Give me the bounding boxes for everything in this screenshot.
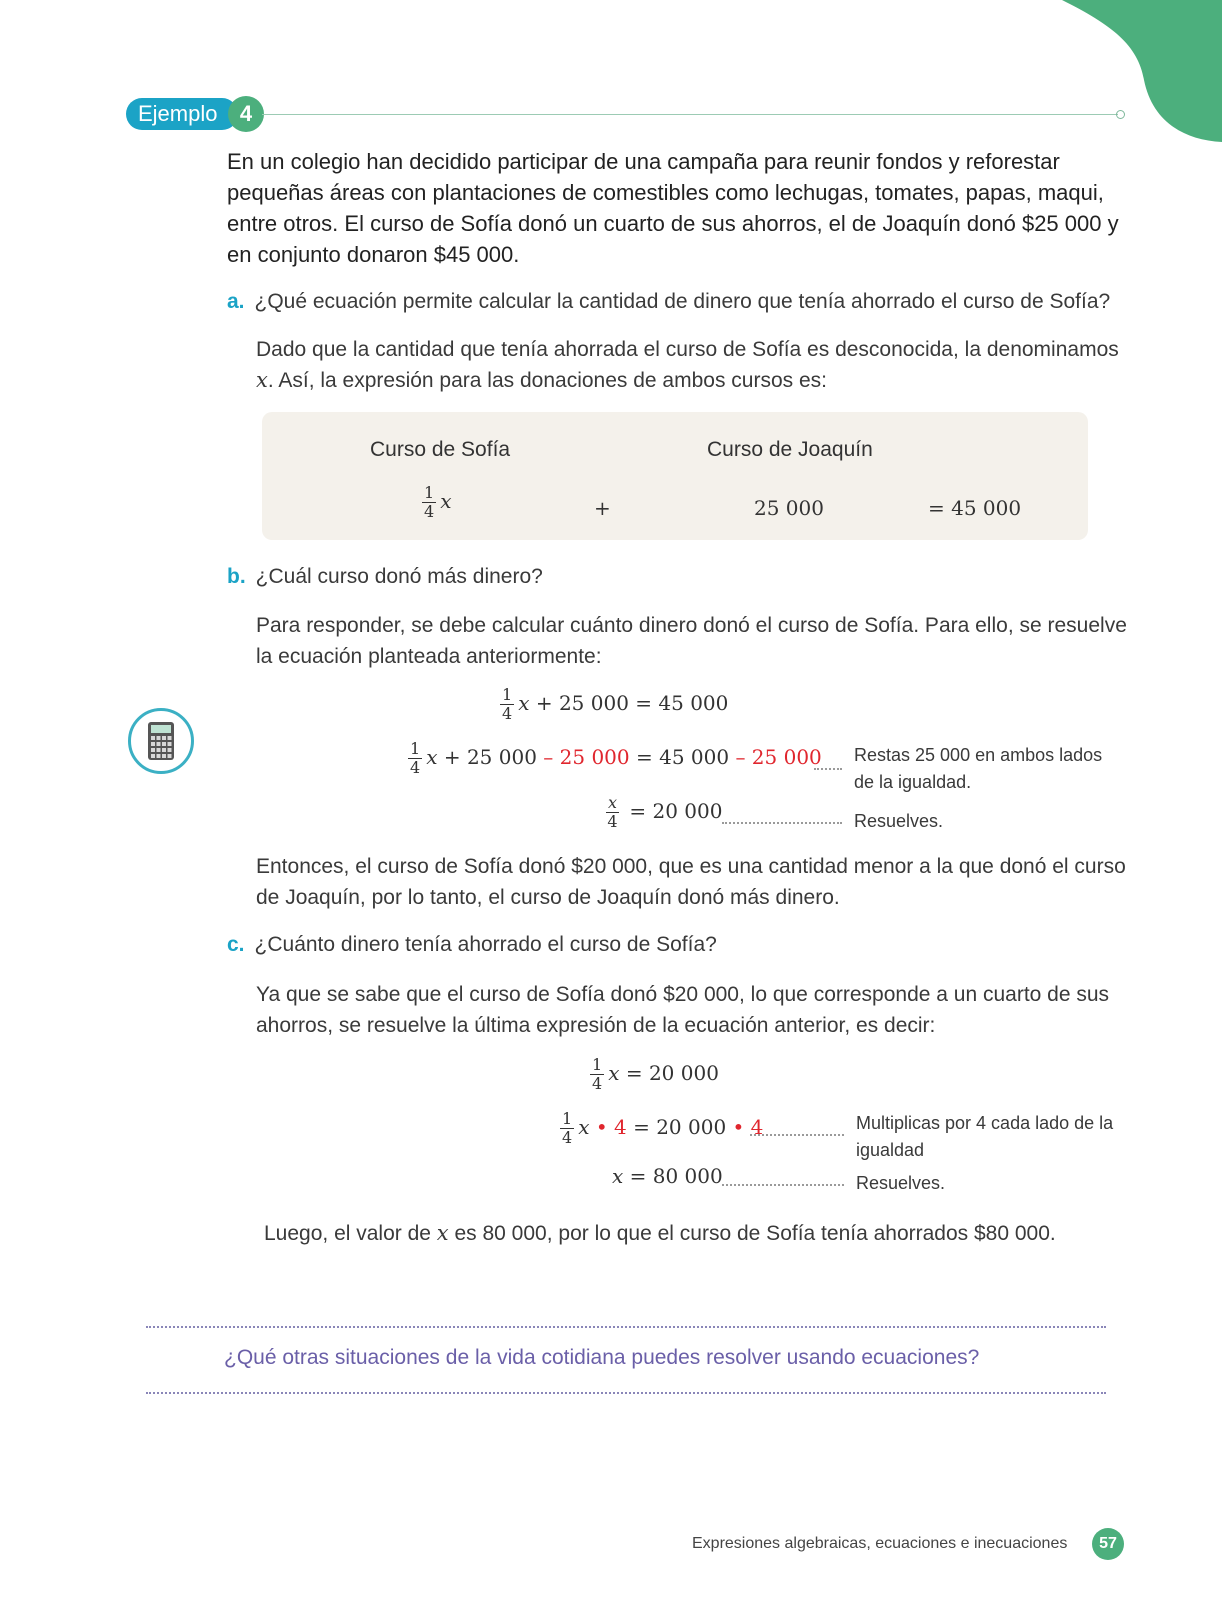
- question-a-letter: a.: [227, 290, 245, 313]
- b-note-2: Resuelves.: [854, 811, 944, 831]
- expression-panel: [262, 412, 1088, 540]
- b-note-1: Restas 25 000 en ambos lados de la igualdad.: [854, 745, 1103, 792]
- b-leader-1: [814, 768, 842, 770]
- panel-plus: +: [594, 496, 611, 520]
- part-c-paragraph: Ya que se sabe que el curso de Sofía donó $20 000, lo que corresponde a un cuarto de sus ahorros, se resuelve la última expresión de la ecuación anterior, es decir:: [256, 983, 1110, 1037]
- part-c-conclusion-var: x: [436, 1221, 449, 1245]
- panel-col-joaquin: Curso de Joaquín: [707, 438, 873, 461]
- question-c-letter: c.: [227, 933, 245, 956]
- panel-result: = 45 000: [928, 496, 1022, 520]
- b-equation-3: $\frac{x}{4}$ = 20 000: [607, 793, 723, 831]
- question-b-letter: b.: [227, 565, 246, 588]
- panel-fraction-term: $\frac{1}{4}$ x: [424, 483, 452, 521]
- part-a-paragraph-1: Dado que la cantidad que tenía ahorrada el curso de Sofía es desconocida, la denominamos: [256, 338, 1119, 361]
- page-number: 57: [1092, 1528, 1124, 1560]
- part-a-paragraph-2: . Así, la expresión para las donaciones de ambos cursos es:: [267, 369, 827, 392]
- panel-fraction: $\frac{1}{4}$: [424, 483, 435, 521]
- panel-col-sofia: Curso de Sofía: [370, 438, 511, 461]
- part-b-paragraph: Para responder, se debe calcular cuánto dinero donó el curso de Sofía. Para ello, se resuelve la ecuación planteada anteriormente:: [256, 614, 1127, 668]
- b-equation-2: $\frac{1}{4}$ x + 25 000 – 25 000 = 45 000 – 25 000: [410, 739, 822, 777]
- c-note-2: Resuelves.: [856, 1173, 946, 1193]
- footer-title: Expresiones algebraicas, ecuaciones e inecuaciones: [692, 1535, 1068, 1552]
- reflection-question: ¿Qué otras situaciones de la vida cotidiana puedes resolver usando ecuaciones?: [224, 1346, 980, 1369]
- part-c-conclusion-1: Luego, el valor de: [264, 1222, 437, 1245]
- part-a-variable: x: [256, 368, 268, 392]
- example-badge-label: Ejemplo: [138, 101, 218, 126]
- header-rule-end: [1116, 110, 1125, 119]
- calculator-icon: [128, 708, 194, 774]
- separator-bottom: [146, 1392, 1106, 1394]
- c-note-1: Multiplicas por 4 cada lado de la igualdad: [856, 1113, 1114, 1160]
- c-equation-2: $\frac{1}{4}$ x • 4 = 20 000 • 4: [562, 1109, 764, 1147]
- corner-blob: [1022, 0, 1222, 150]
- b-equation-1: $\frac{1}{4}$ x + 25 000 = 45 000: [502, 685, 729, 723]
- example-number: 4: [228, 96, 264, 132]
- question-b-text: ¿Cuál curso donó más dinero?: [255, 565, 543, 588]
- c-leader-1: [750, 1134, 844, 1136]
- part-c-conclusion: [264, 1218, 1144, 1249]
- c-leader-2: [722, 1184, 844, 1186]
- question-a-text: ¿Qué ecuación permite calcular la cantidad de dinero que tenía ahorrado el curso de Sofía?: [254, 290, 1111, 313]
- intro-text: En un colegio han decidido participar de una campaña para reunir fondos y reforestar pequeñas áreas con plantaciones de comestibles como lechugas, tomates, papas, maqui, entre otros. El curso de Sofía donó un cuarto de sus ahorros, el de Joaquín donó $25 000 y en conjunto donaron $45 000.: [227, 149, 1119, 267]
- separator-top: [146, 1326, 1106, 1328]
- question-c: [227, 930, 717, 960]
- panel-value: 25 000: [754, 496, 824, 520]
- question-c-text: ¿Cuánto dinero tenía ahorrado el curso de Sofía?: [254, 933, 717, 956]
- question-b: [227, 562, 543, 592]
- part-b-conclusion: Entonces, el curso de Sofía donó $20 000, que es una cantidad menor a la que donó el curso de Joaquín, por lo tanto, el curso de Joaquín donó más dinero.: [256, 855, 1126, 909]
- c-equation-1: $\frac{1}{4}$ x = 20 000: [592, 1055, 719, 1093]
- part-c-conclusion-2: es 80 000, por lo que el curso de Sofía tenía ahorrados $80 000.: [448, 1222, 1056, 1245]
- header-rule: [262, 114, 1118, 115]
- example-badge: [126, 98, 238, 130]
- question-a: [227, 287, 1110, 317]
- b-leader-2: [722, 822, 842, 824]
- part-a-paragraph: [256, 334, 1136, 396]
- c-equation-3: x = 80 000: [612, 1164, 723, 1188]
